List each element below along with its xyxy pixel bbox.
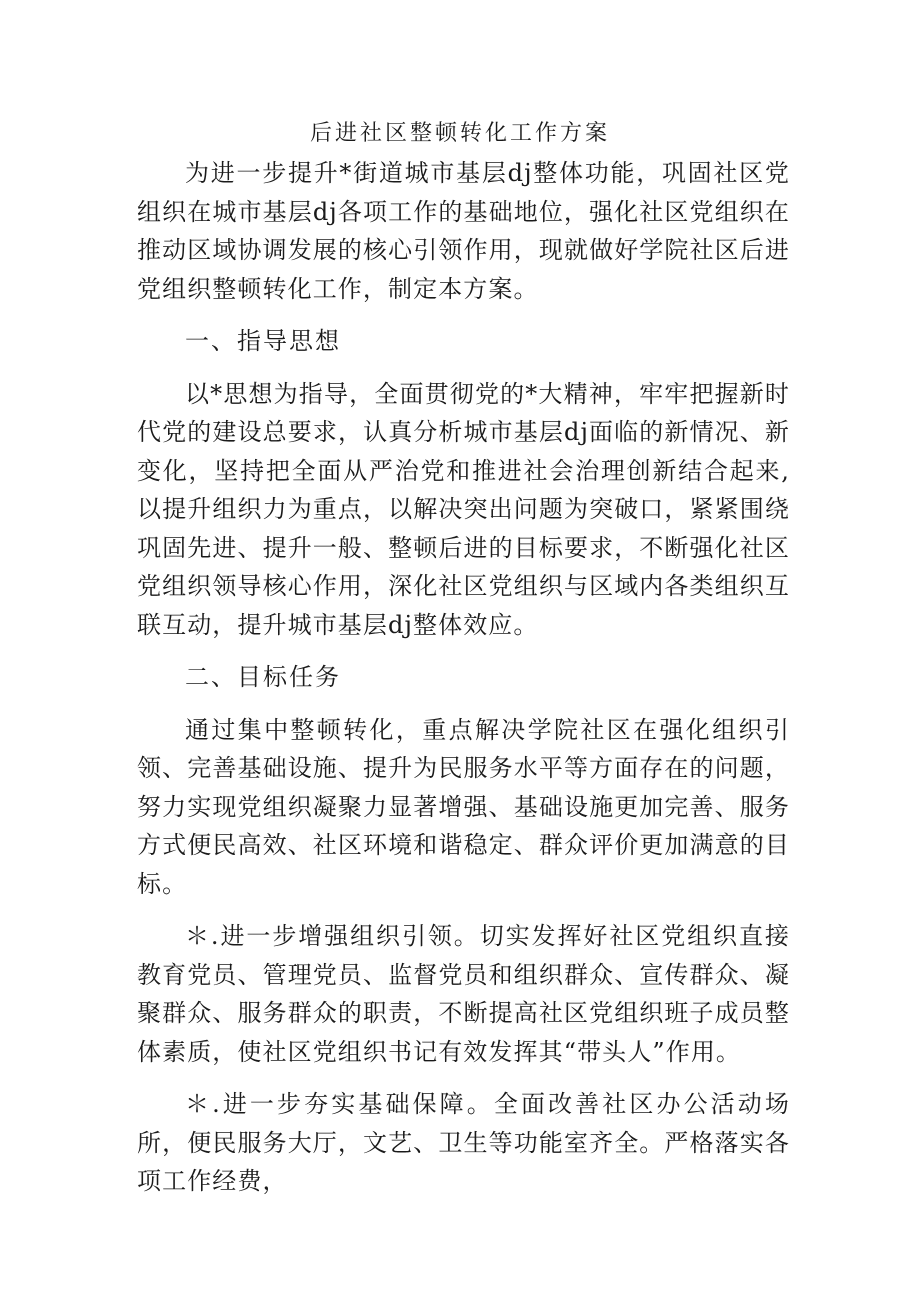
document-title: 后进社区整顿转化工作方案: [309, 121, 610, 146]
section-heading-guiding-thought: 一、指导思想: [185, 327, 341, 355]
guiding-thought-paragraph: 以*思想为指导，全面贯彻党的*大精神，牢牢把握新时代党的建设总要求，认真分析城市基层dj面临的新情况、新变化，坚持把全面从严治党和推进社会治理创新结合起来,以提升组织力为重点，以解决突出问题为突破口，紧紧围绕巩固先进、提升一般、整顿后进的目标要求，不断强化社区党组织领导核心作用，深化社区党组织与区域内各类组织互联互动，提升城市基层dj整体效应。: [137, 379, 790, 639]
section-heading-goals: 二、目标任务: [185, 663, 341, 691]
goal-item-infrastructure: ＊.进一步夯实基础保障。全面改善社区办公活动场所，便民服务大厅，文艺、卫生等功能室齐全。严格落实各项工作经费，: [137, 1090, 790, 1195]
goal-item-organization: ＊.进一步增强组织引领。切实发挥好社区党组织直接教育党员、管理党员、监督党员和组织群众、宣传群众、凝聚群众、服务群众的职责，不断提高社区党组织班子成员整体素质，使社区党组织书记有效发挥其“带头人”作用。: [137, 922, 790, 1066]
goals-paragraph: 通过集中整顿转化，重点解决学院社区在强化组织引领、完善基础设施、提升为民服务水平等方面存在的问题，努力实现党组织凝聚力显著增强、基础设施更加完善、服务方式便民高效、社区环境和谐稳定、群众评价更加满意的目标。: [137, 715, 790, 898]
document-body: [137, 154, 790, 1201]
intro-paragraph: 为进一步提升*街道城市基层dj整体功能，巩固社区党组织在城市基层dj各项工作的基础地位，强化社区党组织在推动区域协调发展的核心引领作用，现就做好学院社区后进党组织整顿转化工作，制定本方案。: [137, 159, 790, 303]
